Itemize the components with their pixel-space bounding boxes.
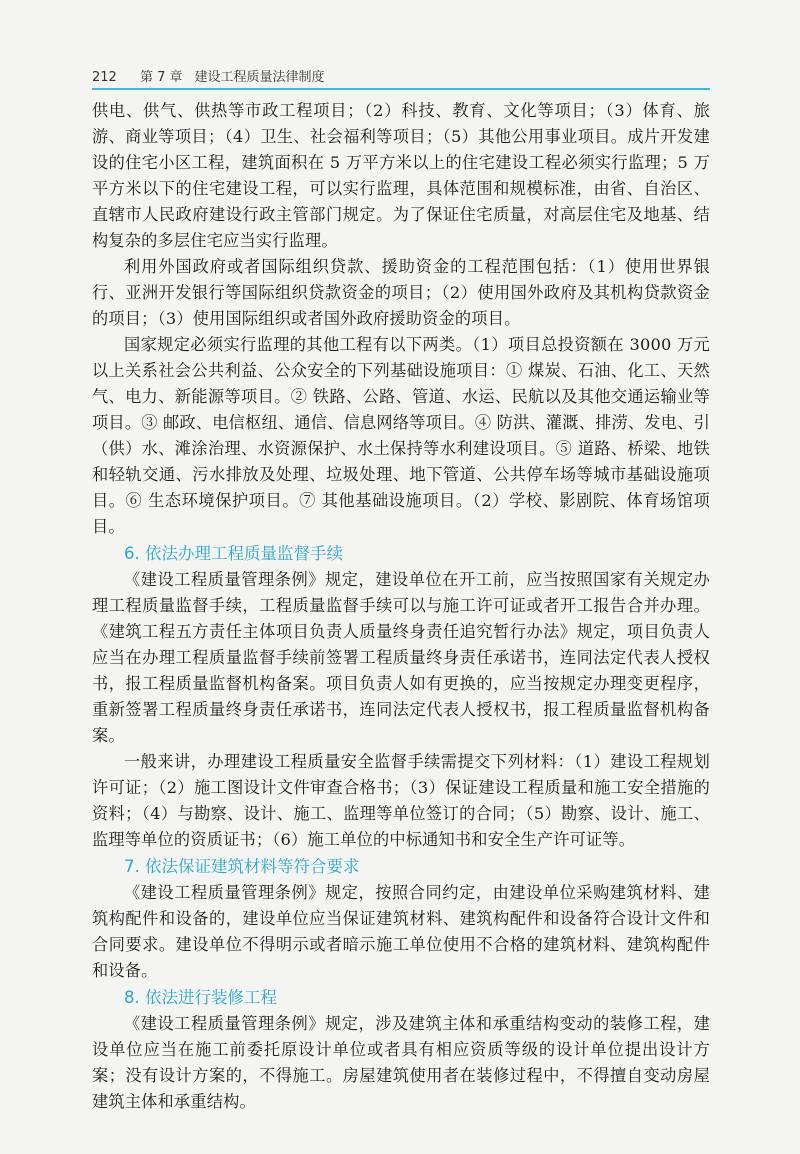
page-body [92, 98, 710, 1115]
section-heading-6: 6. 依法办理工程质量监督手续 [124, 544, 343, 563]
section-heading-7: 7. 依法保证建筑材料等符合要求 [124, 857, 360, 876]
paragraph-required-materials: 一般来讲，办理建设工程质量安全监督手续需提交下列材料：（1）建设工程规划许可证；（2）施工图设计文件审查合格书；（3）保证建设工程质量和施工安全措施的资料；（4）与勘察、设计、施工、监理等单位签订的合同；（5）勘察、设计、施工、监理等单位的资质证书；（6）施工单位的中标通知书和安全生产许可证等。 [92, 752, 710, 849]
header-rule [92, 88, 710, 90]
chapter-title: 建设工程质量法律制度 [194, 70, 325, 85]
paragraph-other-projects: 国家规定必须实行监理的其他工程有以下两类。（1）项目总投资额在 3000 万元以上关系社会公共利益、公众安全的下列基础设施项目：① 煤炭、石油、化工、天然气、电力、新能源等项目。② 铁路、公路、管道、水运、民航以及其他交通运输业等项目。③ 邮政、电信枢纽、通信、信息网络等项目。④ 防洪、灌溉、排涝、发电、引（供）水、滩涂治理、水资源保护、水土保持等水利建设项目。⑤ 道路、桥梁、地铁和轻轨交通、污水排放及处理、垃圾处理、地下管道、公共停车场等城市基础设施项目。⑥ 生态环境保护项目。⑦ 其他基础设施项目。（2）学校、影剧院、体育场馆项目。 [92, 335, 710, 536]
paragraph-continued: 供电、供气、供热等市政工程项目；（2）科技、教育、文化等项目；（3）体育、旅游、商业等项目；（4）卫生、社会福利等项目；（5）其他公用事业项目。成片开发建设的住宅小区工程，建筑面积在 5 万平方米以上的住宅建设工程必须实行监理；5 万平方米以下的住宅建设工程，可以实行监理，具体范围和规模标准，由省、自治区、直辖市人民政府建设行政主管部门规定。为了保证住宅质量，对高层住宅及地基、结构复杂的多层住宅应当实行监理。 [92, 101, 710, 250]
paragraph-renovation: 《建设工程质量管理条例》规定，涉及建筑主体和承重结构变动的装修工程，建设单位应当在施工前委托原设计单位或者具有相应资质等级的设计单位提出设计方案；没有设计方案的，不得施工。房屋建筑使用者在装修过程中，不得擅自变动房屋建筑主体和承重结构。 [92, 1014, 710, 1111]
paragraph-building-materials: 《建设工程质量管理条例》规定，按照合同约定，由建设单位采购建筑材料、建筑构配件和设备的，建设单位应当保证建筑材料、建筑构配件和设备符合设计文件和合同要求。建设单位不得明示或者暗示施工单位使用不合格的建筑材料、建筑构配件和设备。 [92, 883, 710, 980]
paragraph-foreign-loans: 利用外国政府或者国际组织贷款、援助资金的工程范围包括：（1）使用世界银行、亚洲开发银行等国际组织贷款资金的项目；（2）使用国外政府及其机构贷款资金的项目；（3）使用国际组织或者国外政府援助资金的项目。 [92, 257, 710, 328]
section-heading-8: 8. 依法进行装修工程 [124, 988, 277, 1007]
running-header [92, 66, 710, 88]
paragraph-supervision-procedures: 《建设工程质量管理条例》规定，建设单位在开工前，应当按照国家有关规定办理工程质量监督手续，工程质量监督手续可以与施工许可证或者开工报告合并办理。《建筑工程五方责任主体项目负责人质量终身责任追究暂行办法》规定，项目负责人应当在办理工程质量监督手续前签署工程质量终身责任承诺书，连同法定代表人授权书，报工程质量监督机构备案。项目负责人如有更换的，应当按规定办理变更程序，重新签署工程质量终身责任承诺书，连同法定代表人授权书，报工程质量监督机构备案。 [92, 570, 710, 745]
page-number: 212 [92, 70, 117, 85]
chapter-number: 第 7 章 [140, 70, 183, 85]
